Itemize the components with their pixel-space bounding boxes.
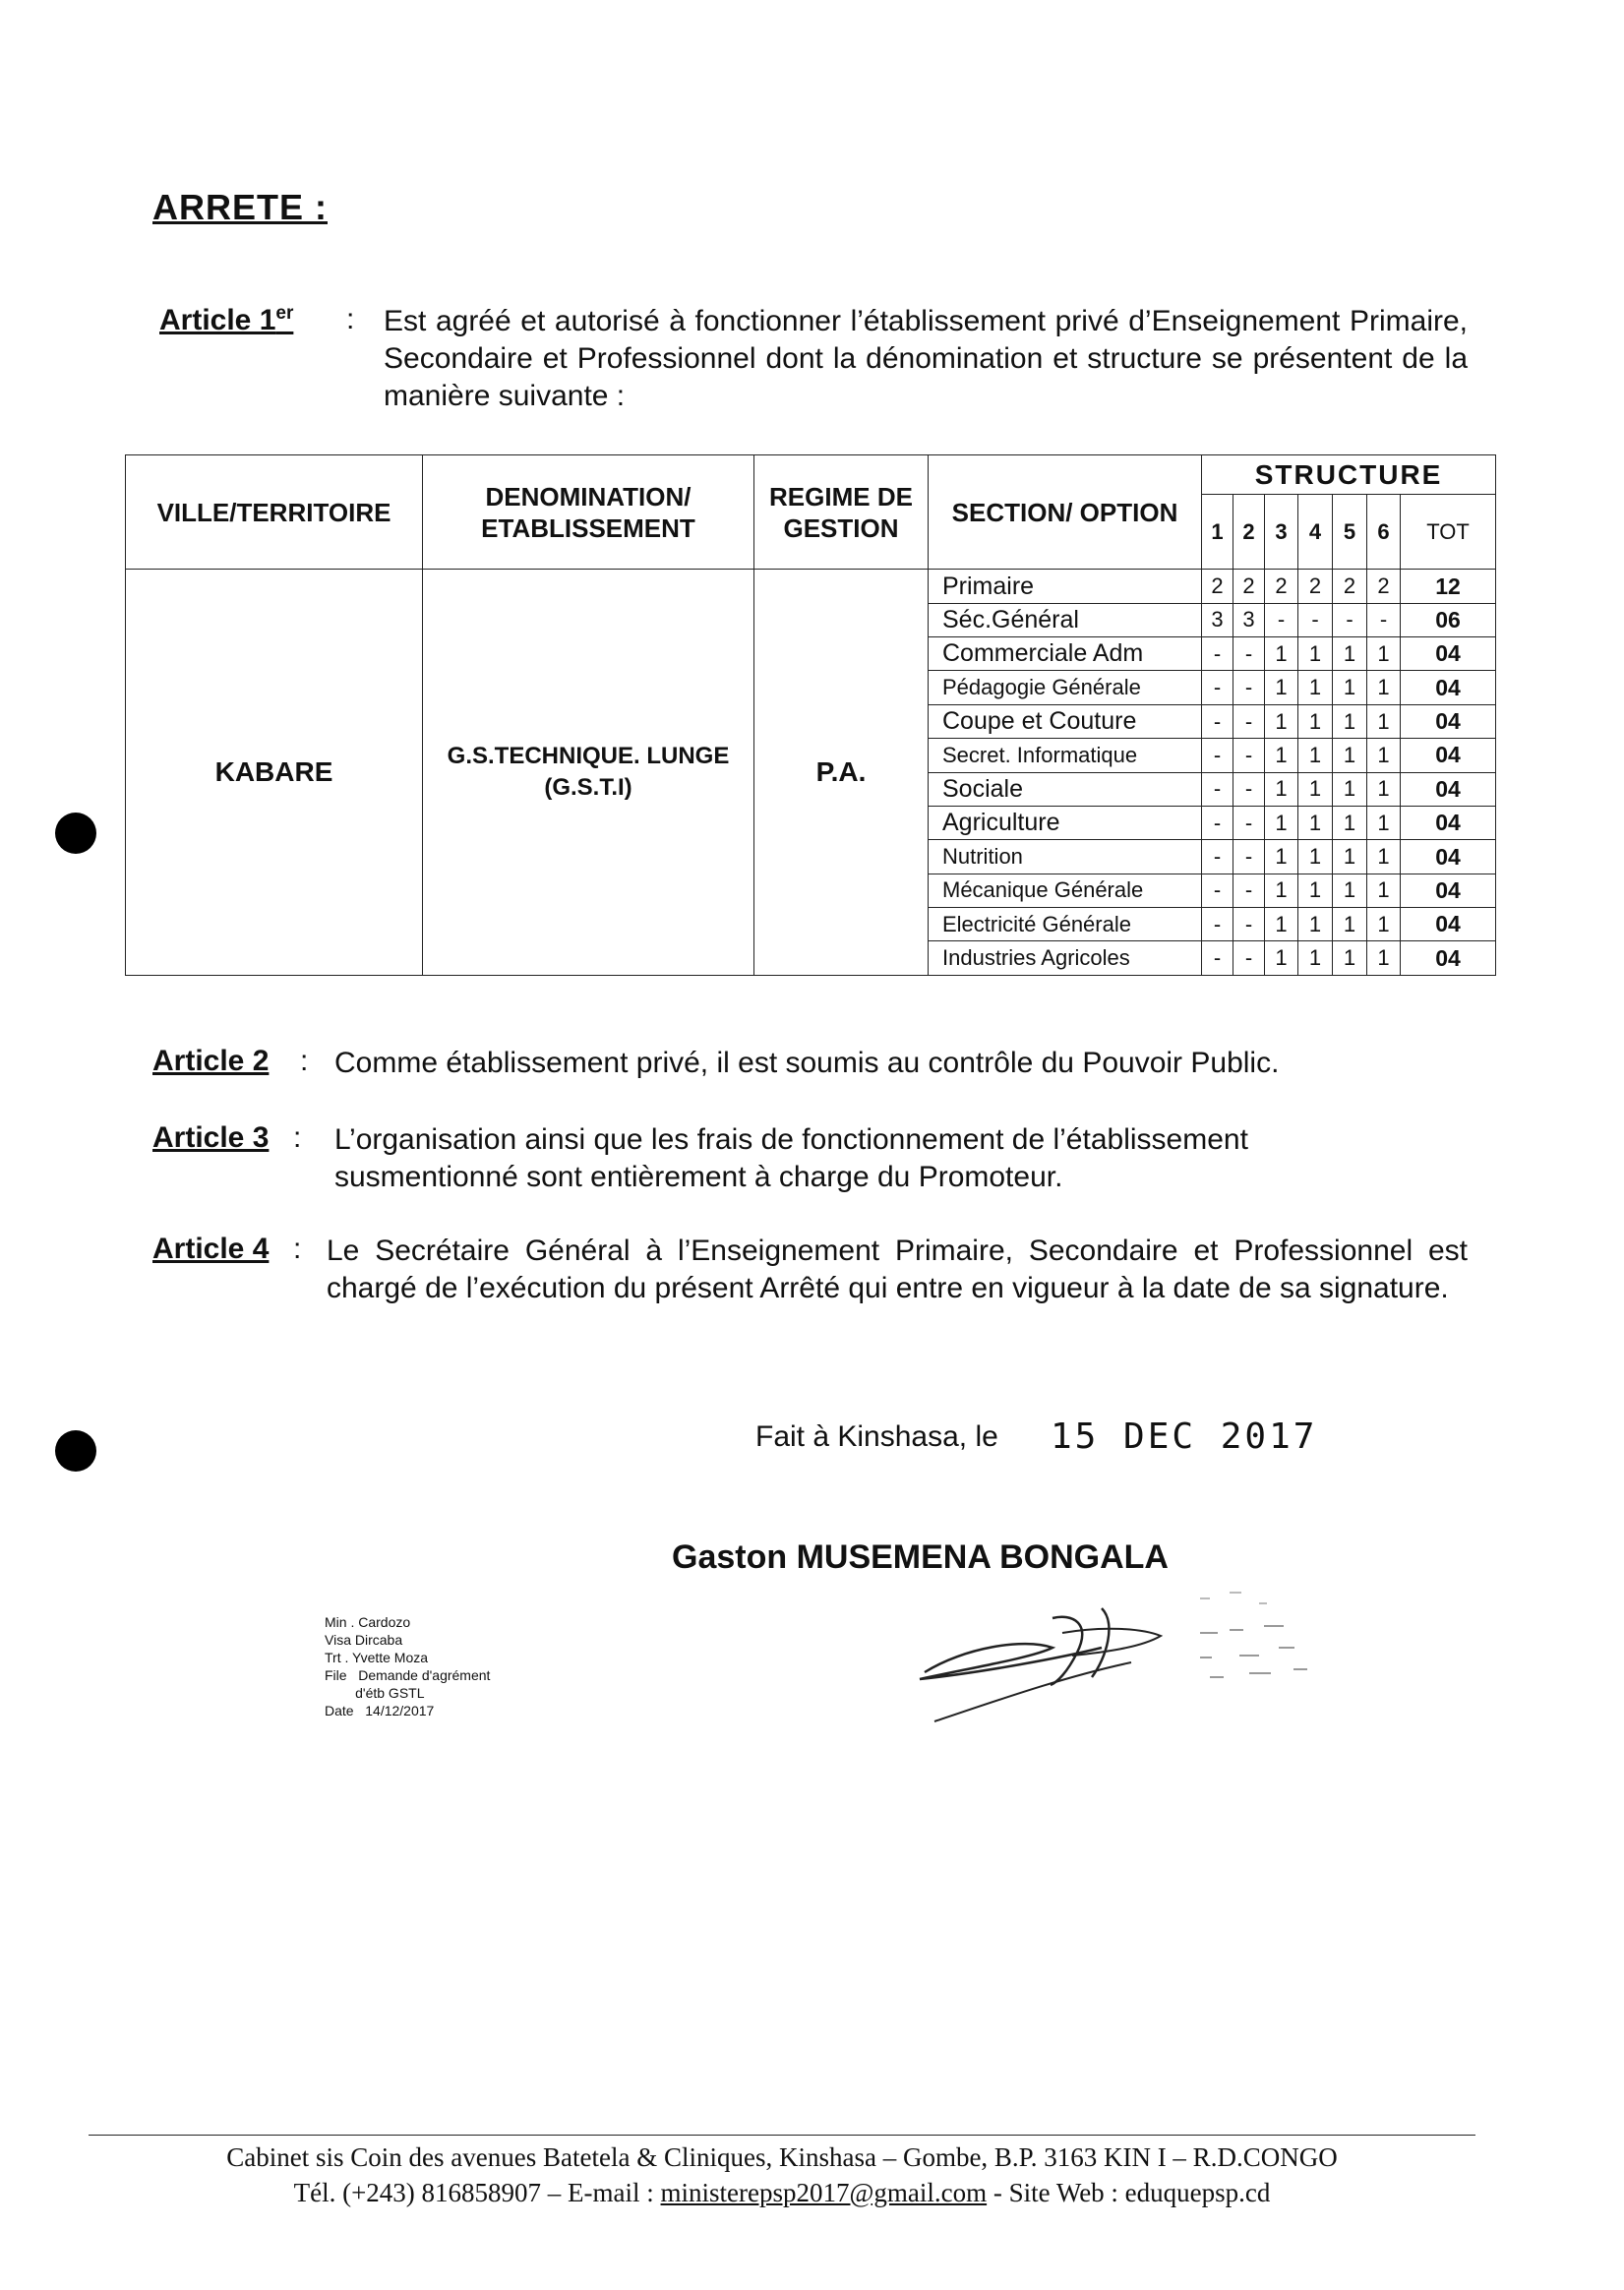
cell-level-6: 2 [1367, 570, 1401, 603]
cell-level-6: 1 [1367, 908, 1401, 941]
cell-level-6: 1 [1367, 806, 1401, 839]
cell-level-3: 1 [1265, 941, 1298, 976]
cell-option: Coupe et Couture [929, 704, 1202, 738]
cell-option: Nutrition [929, 840, 1202, 874]
header-level-5: 5 [1333, 495, 1367, 570]
article-4-label: Article 4 [152, 1233, 270, 1265]
cell-level-4: 1 [1298, 840, 1333, 874]
meta-line: Date 14/12/2017 [325, 1703, 435, 1718]
article-2-label: Article 2 [152, 1045, 270, 1077]
table-row [126, 570, 1496, 603]
punch-hole-icon [55, 813, 96, 854]
cell-level-5: 1 [1333, 772, 1367, 806]
cell-level-1: - [1202, 739, 1233, 772]
cell-level-3: 1 [1265, 704, 1298, 738]
cell-option: Mécanique Générale [929, 874, 1202, 907]
cell-level-1: - [1202, 874, 1233, 907]
footer-contact [89, 2178, 1475, 2208]
cell-option: Commerciale Adm [929, 637, 1202, 671]
cell-level-3: 2 [1265, 570, 1298, 603]
cell-level-4: 1 [1298, 874, 1333, 907]
footer-tel: Tél. (+243) 816858907 – E-mail : [293, 2178, 654, 2207]
cell-level-4: 1 [1298, 941, 1333, 976]
cell-level-3: - [1265, 603, 1298, 636]
cell-option: Primaire [929, 570, 1202, 603]
cell-level-2: - [1233, 772, 1265, 806]
footer-email-link[interactable]: ministerepsp2017@gmail.com [660, 2178, 988, 2207]
meta-line: File Demande d'agrément [325, 1667, 491, 1683]
cell-tot: 04 [1401, 637, 1496, 671]
cell-level-3: 1 [1265, 739, 1298, 772]
footer-address: Cabinet sis Coin des avenues Batetela & Cliniques, Kinshasa – Gombe, B.P. 3163 KIN I – R.D.CONGO [226, 2142, 1338, 2172]
cell-level-3: 1 [1265, 772, 1298, 806]
cell-level-2: - [1233, 637, 1265, 671]
meta-line: Trt . Yvette Moza [325, 1650, 429, 1665]
cell-level-4: 1 [1298, 772, 1333, 806]
cell-level-6: 1 [1367, 637, 1401, 671]
cell-tot: 04 [1401, 704, 1496, 738]
cell-level-2: - [1233, 671, 1265, 704]
cell-level-5: 2 [1333, 570, 1367, 603]
cell-level-5: 1 [1333, 874, 1367, 907]
cell-tot: 12 [1401, 570, 1496, 603]
cell-level-1: 2 [1202, 570, 1233, 603]
meta-line: Min . Cardozo [325, 1614, 411, 1630]
cell-level-5: 1 [1333, 941, 1367, 976]
cell-option: Sociale [929, 772, 1202, 806]
cell-level-3: 1 [1265, 671, 1298, 704]
cell-level-1: - [1202, 806, 1233, 839]
cell-level-1: - [1202, 637, 1233, 671]
cell-option: Secret. Informatique [929, 739, 1202, 772]
cell-option: Agriculture [929, 806, 1202, 839]
cell-level-1: - [1202, 772, 1233, 806]
handwritten-signature [905, 1579, 1416, 1746]
header-level-6: 6 [1367, 495, 1401, 570]
header-level-2: 2 [1233, 495, 1265, 570]
article-3-separator: : [293, 1121, 302, 1154]
cell-level-4: - [1298, 603, 1333, 636]
cell-ville: KABARE [126, 570, 423, 976]
cell-level-5: 1 [1333, 908, 1367, 941]
cell-level-2: 3 [1233, 603, 1265, 636]
cell-denomination: G.S.TECHNIQUE. LUNGE (G.S.T.I) [423, 570, 754, 976]
cell-level-5: 1 [1333, 637, 1367, 671]
header-level-3: 3 [1265, 495, 1298, 570]
cell-tot: 04 [1401, 941, 1496, 976]
cell-level-3: 1 [1265, 637, 1298, 671]
cell-level-3: 1 [1265, 806, 1298, 839]
cell-tot: 04 [1401, 840, 1496, 874]
cell-level-2: - [1233, 806, 1265, 839]
cell-level-2: - [1233, 704, 1265, 738]
cell-level-2: - [1233, 908, 1265, 941]
cell-level-5: 1 [1333, 806, 1367, 839]
signer-name: Gaston MUSEMENA BONGALA [672, 1538, 1169, 1576]
cell-tot: 04 [1401, 806, 1496, 839]
page-title: ARRETE : [152, 187, 328, 227]
article-1-separator: : [346, 303, 355, 335]
meta-line: d'étb GSTL [325, 1685, 425, 1701]
cell-level-1: - [1202, 941, 1233, 976]
footer-site: - Site Web : eduquepsp.cd [992, 2178, 1271, 2207]
article-1-label [159, 303, 293, 337]
cell-level-4: 2 [1298, 570, 1333, 603]
article-3-text: L’organisation ainsi que les frais de fonctionnement de l’établissement susmentionné sont entièrement à charge du Promoteur. [334, 1123, 1248, 1193]
cell-tot: 06 [1401, 603, 1496, 636]
cell-level-5: 1 [1333, 840, 1367, 874]
cell-level-4: 1 [1298, 637, 1333, 671]
header-denomination: DENOMINATION/ ETABLISSEMENT [423, 455, 754, 570]
article-1-text: Est agréé et autorisé à fonctionner l’établissement privé d’Enseignement Primaire, Secondaire et Professionnel dont la dénomination et structure se présentent de la manière suivante : [384, 305, 1468, 412]
signature-place: Fait à Kinshasa, le [755, 1420, 998, 1453]
header-level-4: 4 [1298, 495, 1333, 570]
document-meta [325, 1613, 490, 1719]
header-structure: STRUCTURE [1202, 455, 1496, 495]
article-4-text: Le Secrétaire Général à l’Enseignement Primaire, Secondaire et Professionnel est chargé de l’exécution du présent Arrêté qui entre en vigueur à la date de sa signature. [327, 1235, 1468, 1304]
cell-level-6: 1 [1367, 840, 1401, 874]
cell-level-6: 1 [1367, 941, 1401, 976]
cell-level-1: - [1202, 908, 1233, 941]
cell-level-5: 1 [1333, 671, 1367, 704]
header-ville: VILLE/TERRITOIRE [126, 455, 423, 570]
meta-line: Visa Dircaba [325, 1632, 403, 1648]
cell-level-3: 1 [1265, 840, 1298, 874]
cell-option: Pédagogie Générale [929, 671, 1202, 704]
cell-level-4: 1 [1298, 704, 1333, 738]
cell-level-1: - [1202, 671, 1233, 704]
article-2-separator: : [300, 1045, 309, 1077]
header-tot: TOT [1401, 495, 1496, 570]
cell-level-1: - [1202, 840, 1233, 874]
cell-level-4: 1 [1298, 671, 1333, 704]
header-level-1: 1 [1202, 495, 1233, 570]
cell-level-1: - [1202, 704, 1233, 738]
article-1-superscript: er [275, 303, 294, 324]
cell-level-4: 1 [1298, 806, 1333, 839]
cell-level-3: 1 [1265, 908, 1298, 941]
cell-level-4: 1 [1298, 739, 1333, 772]
header-regime: REGIME DE GESTION [754, 455, 929, 570]
cell-level-6: 1 [1367, 772, 1401, 806]
cell-level-3: 1 [1265, 874, 1298, 907]
article-3-label: Article 3 [152, 1121, 270, 1154]
cell-level-4: 1 [1298, 908, 1333, 941]
cell-level-6: 1 [1367, 739, 1401, 772]
cell-level-6: - [1367, 603, 1401, 636]
cell-tot: 04 [1401, 671, 1496, 704]
cell-tot: 04 [1401, 874, 1496, 907]
cell-tot: 04 [1401, 908, 1496, 941]
cell-level-5: 1 [1333, 739, 1367, 772]
structure-table [125, 454, 1496, 976]
cell-level-5: - [1333, 603, 1367, 636]
cell-regime: P.A. [754, 570, 929, 976]
cell-level-2: 2 [1233, 570, 1265, 603]
punch-hole-icon [55, 1430, 96, 1472]
cell-level-6: 1 [1367, 874, 1401, 907]
cell-level-6: 1 [1367, 671, 1401, 704]
cell-option: Electricité Générale [929, 908, 1202, 941]
footer-divider [89, 2135, 1475, 2136]
article-4-separator: : [293, 1233, 302, 1265]
cell-level-2: - [1233, 941, 1265, 976]
table-header-row [126, 455, 1496, 495]
cell-level-2: - [1233, 840, 1265, 874]
cell-option: Industries Agricoles [929, 941, 1202, 976]
signature-date-stamp: 15 DEC 2017 [1051, 1416, 1318, 1457]
cell-level-1: 3 [1202, 603, 1233, 636]
cell-tot: 04 [1401, 772, 1496, 806]
cell-level-6: 1 [1367, 704, 1401, 738]
cell-tot: 04 [1401, 739, 1496, 772]
cell-level-5: 1 [1333, 704, 1367, 738]
article-2-text: Comme établissement privé, il est soumis au contrôle du Pouvoir Public. [334, 1047, 1280, 1079]
cell-level-2: - [1233, 739, 1265, 772]
cell-level-2: - [1233, 874, 1265, 907]
header-section: SECTION/ OPTION [929, 455, 1202, 570]
cell-option: Séc.Général [929, 603, 1202, 636]
article-1-label-text: Article 1 [159, 304, 276, 336]
